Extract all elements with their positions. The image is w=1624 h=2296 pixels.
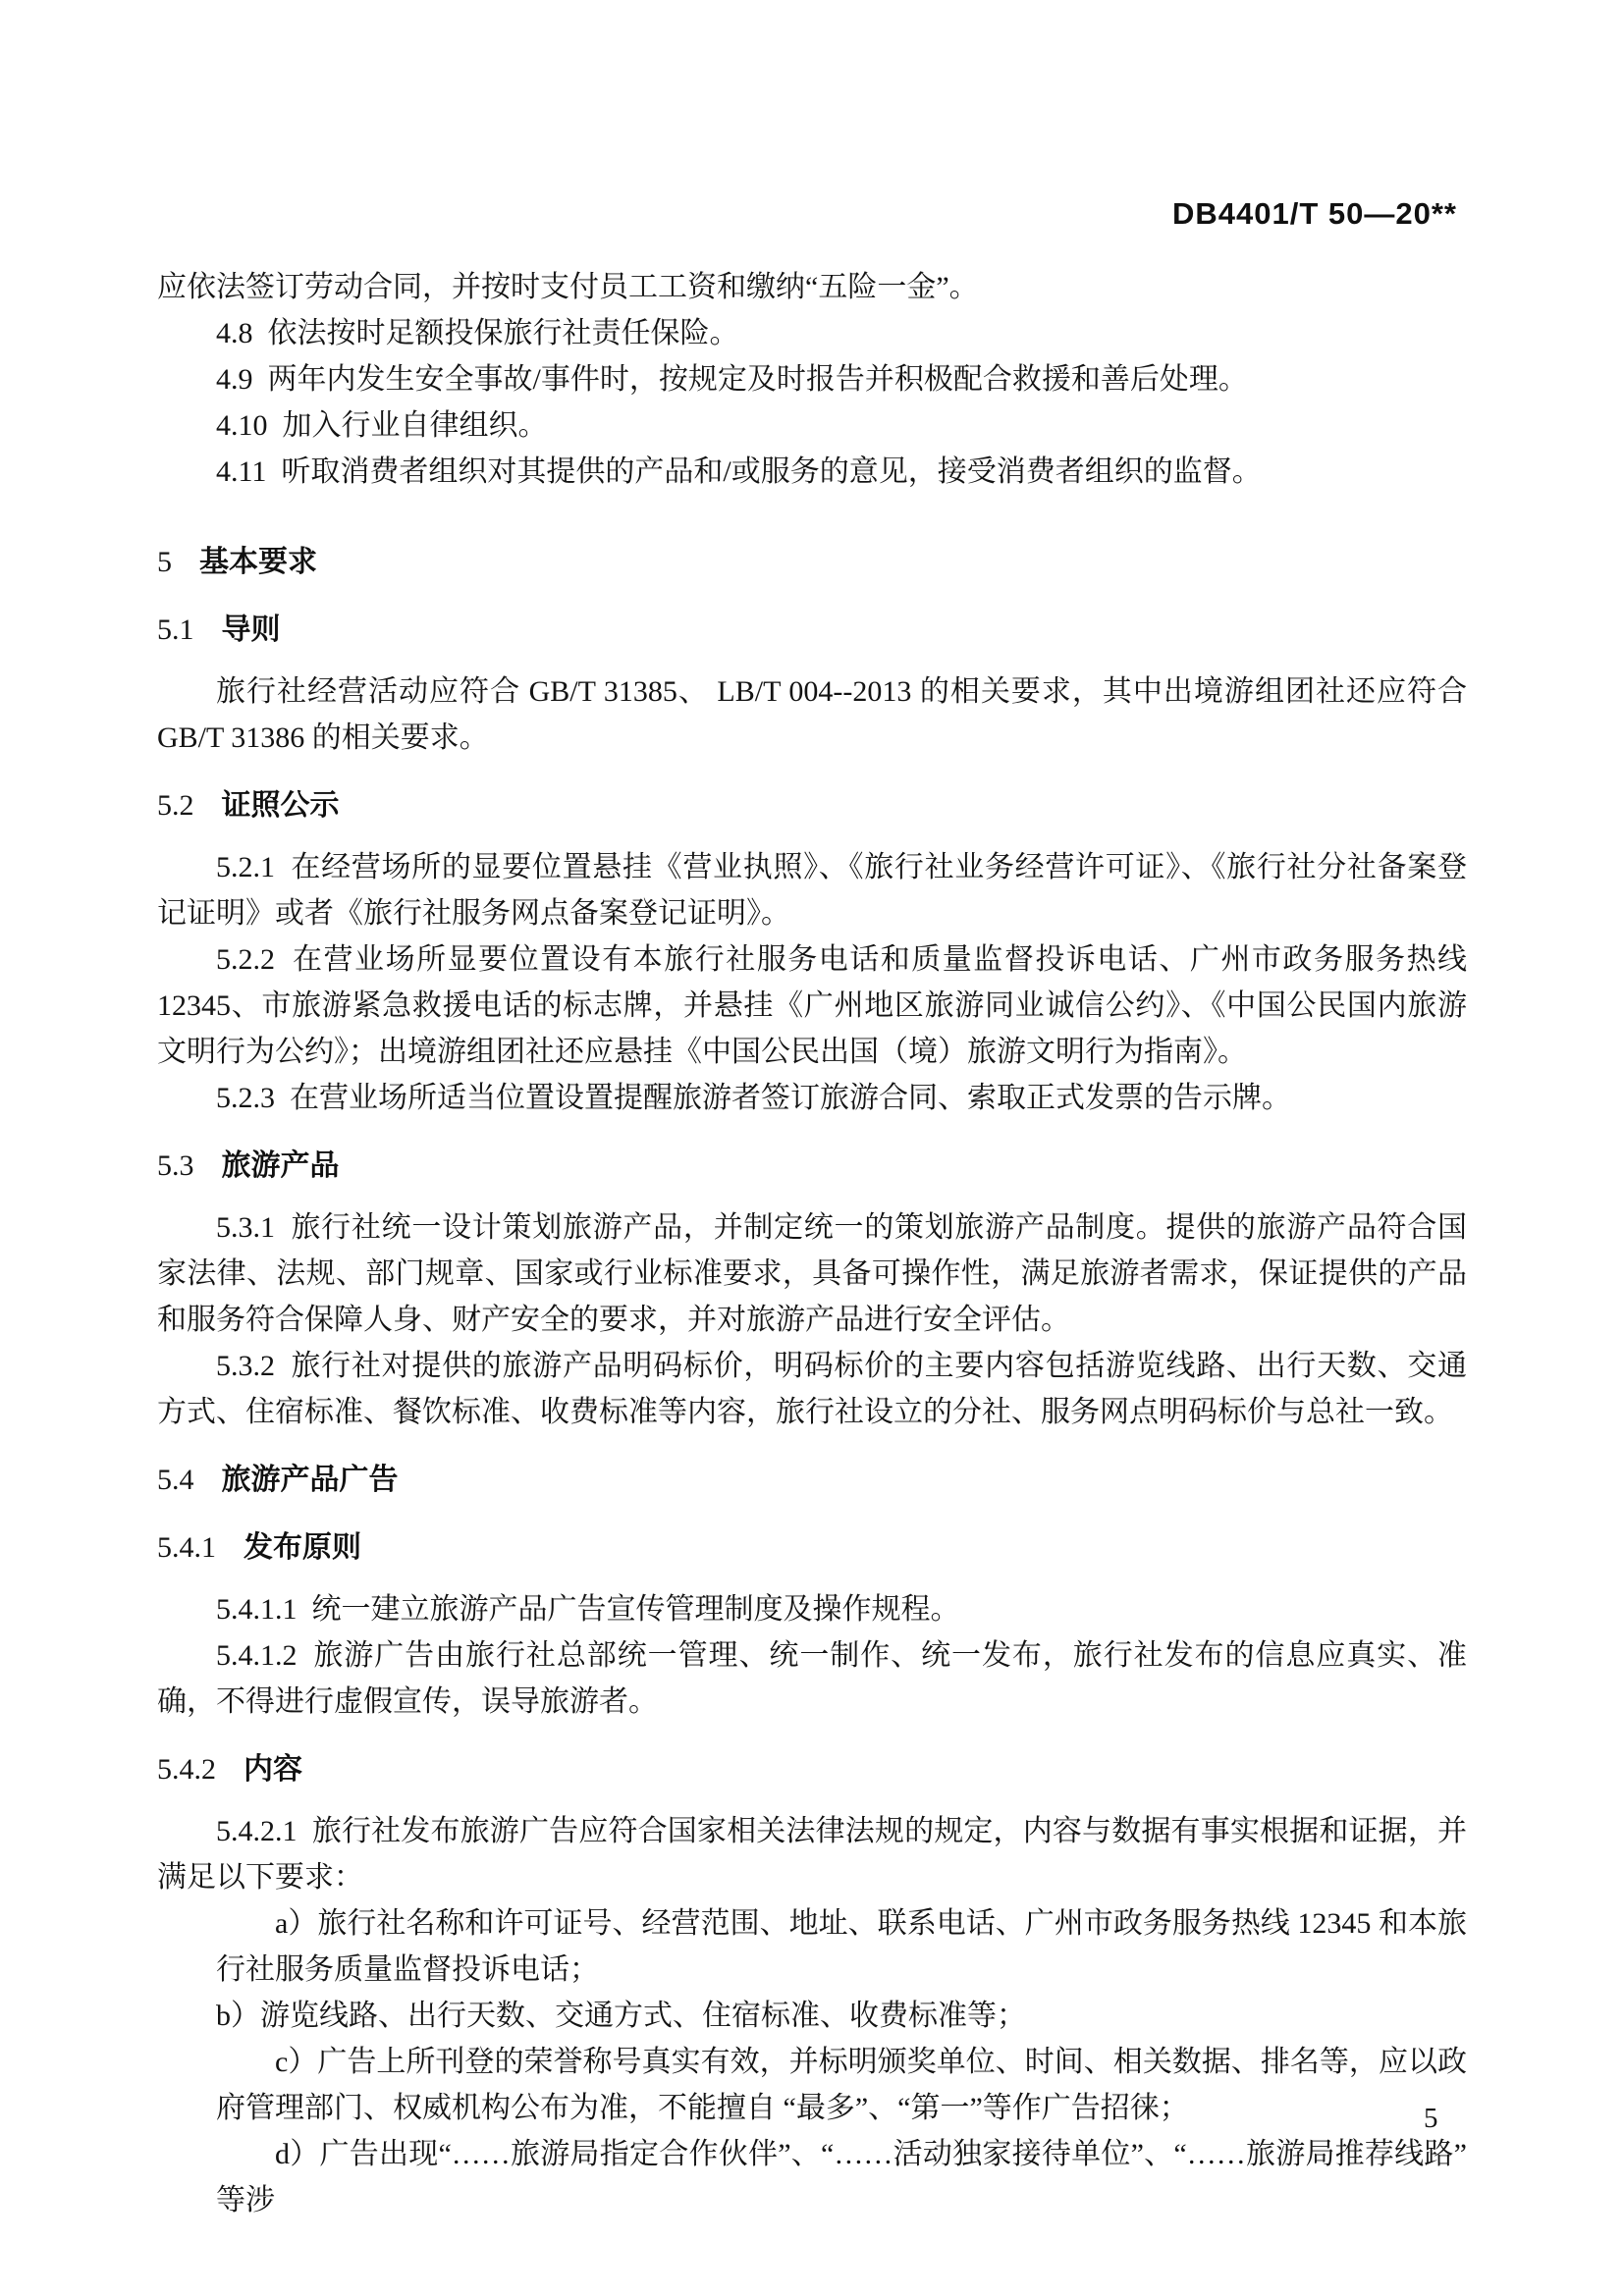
clause-title: 旅游产品 xyxy=(221,1149,340,1182)
clause-4-8: 4.8 依法按时足额投保旅行社责任保险。 xyxy=(216,317,739,349)
page-number: 5 xyxy=(1424,2103,1438,2134)
clause-title: 基本要求 xyxy=(199,546,317,578)
clause-5-3-2: 5.3.2 旅行社对提供的旅游产品明码标价，明码标价的主要内容包括游览线路、出行天数、交通方式、住宿标准、餐饮标准、收费标准等内容，旅行社设立的分社、服务网点明码标价与总社一致。 xyxy=(157,1350,1467,1428)
chapter-heading-5 xyxy=(157,539,1467,585)
clause-title: 旅游产品广告 xyxy=(221,1464,399,1496)
document-body xyxy=(157,264,1475,2223)
clause-title: 证照公示 xyxy=(221,789,340,822)
clause-title: 导则 xyxy=(221,614,281,646)
clause-number: 5.3 xyxy=(157,1149,194,1182)
clause-4-9: 4.9 两年内发生安全事故/事件时，按规定及时报告并积极配合救援和善后处理。 xyxy=(216,363,1248,396)
clause-4-11: 4.11 听取消费者组织对其提供的产品和/或服务的意见，接受消费者组织的监督。 xyxy=(216,455,1262,488)
clause-5-4-1-2: 5.4.1.2 旅游广告由旅行社总部统一管理、统一制作、统一发布，旅行社发布的信息应真实、准确，不得进行虚假宣传，误导旅游者。 xyxy=(157,1639,1467,1718)
body-paragraph: 应依法签订劳动合同，并按时支付员工工资和缴纳“五险一金”。 xyxy=(157,271,979,303)
clause-heading-5-4-1 xyxy=(157,1524,1467,1571)
clause-number: 5.4 xyxy=(157,1464,194,1496)
clause-heading-5-4-2 xyxy=(157,1746,1467,1792)
clause-5-2-2: 5.2.2 在营业场所显要位置设有本旅行社服务电话和质量监督投诉电话、广州市政务服务热线 12345、市旅游紧急救援电话的标志牌，并悬挂《广州地区旅游同业诚信公约》、《中国公民国内旅游文明行为公约》；出境游组团社还应悬挂《中国公民出国（境）旅游文明行为指南》。 xyxy=(157,943,1475,1068)
clause-5-4-1-1: 5.4.1.1 统一建立旅游产品广告宣传管理制度及操作规程。 xyxy=(216,1593,960,1626)
clause-number: 5.4.1 xyxy=(157,1531,216,1564)
clause-heading-5-4 xyxy=(157,1457,1467,1503)
list-item-d: d）广告出现“……旅游局指定合作伙伴”、“……活动独家接待单位”、“……旅游局推荐线路”等涉 xyxy=(216,2138,1467,2216)
clause-heading-5-3 xyxy=(157,1143,1467,1189)
clause-number: 5.2 xyxy=(157,789,194,822)
clause-number: 5.4.2 xyxy=(157,1753,216,1786)
clause-number: 5.1 xyxy=(157,614,194,646)
clause-5-3-1: 5.3.1 旅行社统一设计策划旅游产品，并制定统一的策划旅游产品制度。提供的旅游产品符合国家法律、法规、部门规章、国家或行业标准要求，具备可操作性，满足旅游者需求，保证提供的产品和服务符合保障人身、财产安全的要求，并对旅游产品进行安全评估。 xyxy=(157,1211,1467,1336)
list-item-a: a）旅行社名称和许可证号、经营范围、地址、联系电话、广州市政务服务热线 12345 和本旅行社服务质量监督投诉电话； xyxy=(216,1907,1467,1986)
clause-heading-5-1 xyxy=(157,607,1467,653)
clause-5-4-2-1: 5.4.2.1 旅行社发布旅游广告应符合国家相关法律法规的规定，内容与数据有事实根据和证据，并满足以下要求： xyxy=(157,1815,1467,1894)
clause-heading-5-2 xyxy=(157,782,1467,828)
clause-5-2-3: 5.2.3 在营业场所适当位置设置提醒旅游者签订旅游合同、索取正式发票的告示牌。 xyxy=(216,1082,1291,1114)
clause-5-1-body: 旅行社经营活动应符合 GB/T 31385、 LB/T 004--2013 的相关要求，其中出境游组团社还应符合 GB/T 31386 的相关要求。 xyxy=(157,675,1475,754)
clause-number: 5 xyxy=(157,546,172,578)
clause-title: 内容 xyxy=(244,1753,302,1786)
clause-title: 发布原则 xyxy=(244,1531,361,1564)
list-item-b: b）游览线路、出行天数、交通方式、住宿标准、收费标准等； xyxy=(216,2000,1026,2032)
list-item-c: c）广告上所刊登的荣誉称号真实有效，并标明颁奖单位、时间、相关数据、排名等，应以政府管理部门、权威机构公布为准，不能擅自 “最多”、“第一”等作广告招徕； xyxy=(216,2046,1467,2124)
clause-5-2-1: 5.2.1 在经营场所的显要位置悬挂《营业执照》、《旅行社业务经营许可证》、《旅行社分社备案登记证明》或者《旅行社服务网点备案登记证明》。 xyxy=(157,851,1467,930)
standard-number-header: DB4401/T 50—20** xyxy=(1172,196,1457,231)
clause-4-10: 4.10 加入行业自律组织。 xyxy=(216,409,548,442)
